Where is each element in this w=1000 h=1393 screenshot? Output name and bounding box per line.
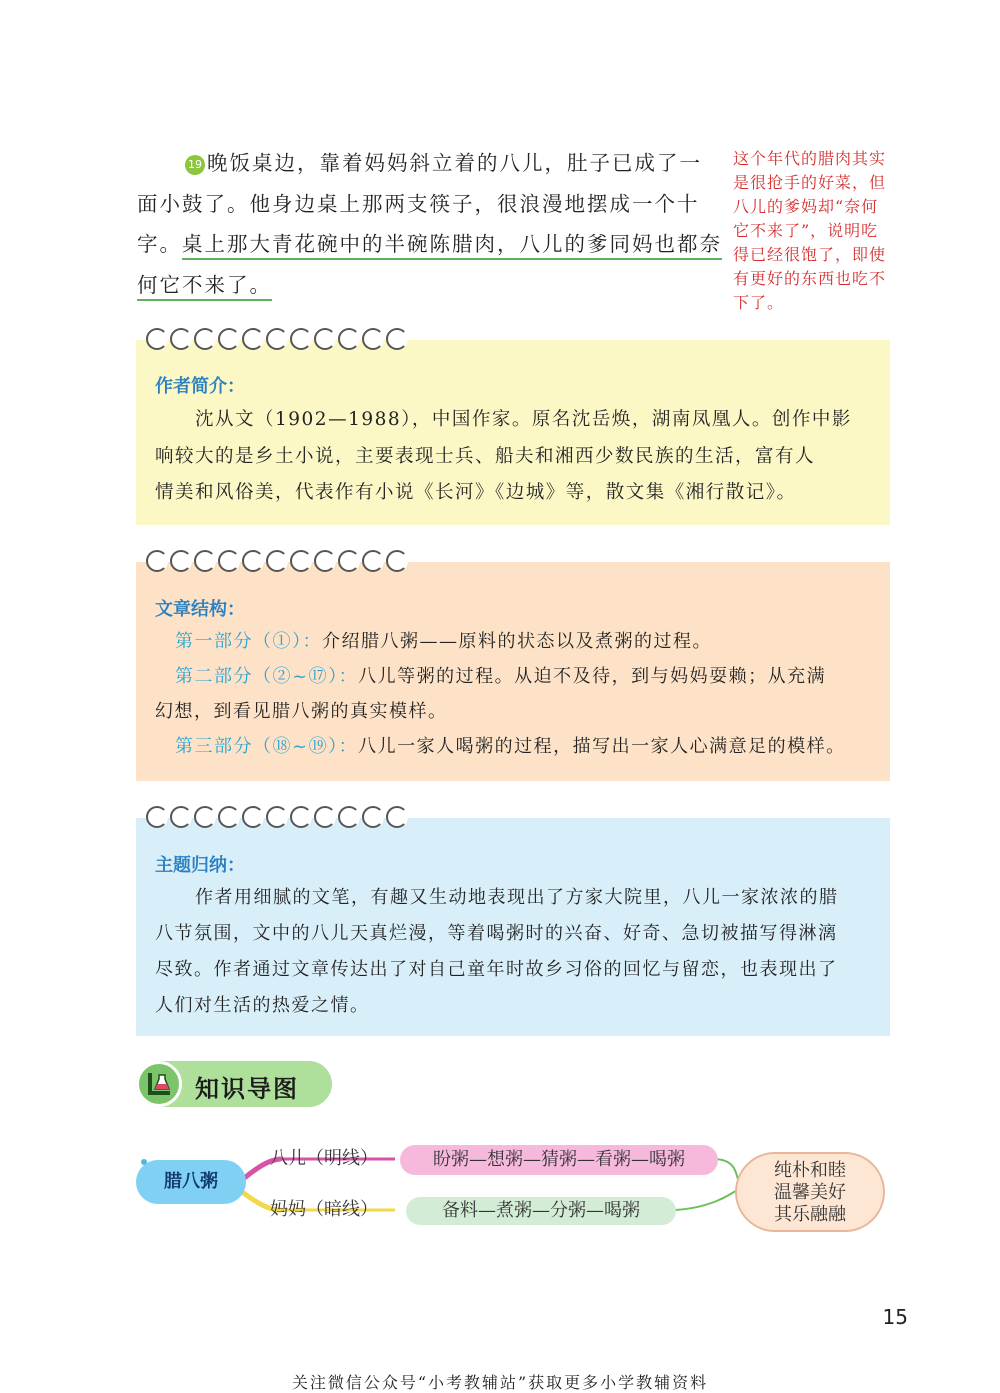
passage-line-2: 面小鼓了。他身边桌上那两支筷子，很浪漫地摆成一个十 [137, 191, 700, 216]
summary-line-1: 纯朴和睦 [774, 1160, 846, 1181]
binding-rings [146, 550, 410, 572]
footer-promo: 关注微信公众号“小考教辅站”获取更多小学教辅资料 [291, 1373, 709, 1392]
summary-line-2: 温馨美好 [774, 1182, 846, 1203]
passage-underlined-sentence: 桌上那大青花碗中的半碗陈腊肉，八儿的爹同妈也都奈 [182, 232, 722, 260]
structure-title: 文章结构： [155, 599, 245, 620]
theme-line-3: 尽致。作者通过文章传达出了对自己童年时故乡习俗的回忆与留恋，也表现出了 [155, 959, 838, 980]
flask-icon [136, 1061, 182, 1107]
part-3-text: 八儿一家人喝粥的过程，描写出一家人心满意足的模样。 [358, 736, 846, 757]
passage-line-1: 晚饭桌边，靠着妈妈斜立着的八儿，肚子已成了一 [207, 151, 702, 175]
structure-box [136, 562, 890, 781]
summary-line-3: 其乐融融 [774, 1204, 846, 1225]
part-1-label: 第一部分（①）： [175, 631, 322, 652]
theme-line-1: 作者用细腻的文笔，有趣又生动地表现出了方家大院里，八儿一家浓浓的腊 [195, 887, 839, 908]
part-2-text-cont: 幻想，到看见腊八粥的真实模样。 [155, 701, 448, 722]
branch-2-detail: 备料—煮粥—分粥—喝粥 [406, 1197, 676, 1225]
theme-line-4: 人们对生活的热爱之情。 [155, 995, 370, 1016]
author-line-3: 情美和风俗美，代表作有小说《长河》《边城》等，散文集《湘行散记》。 [155, 482, 797, 503]
theme-title: 主题归纳： [155, 855, 245, 876]
binding-rings [146, 328, 410, 350]
mind-map-root: 腊八粥 [136, 1160, 246, 1204]
author-intro-title: 作者简介： [155, 376, 245, 397]
mind-map-summary [735, 1152, 885, 1232]
author-line-2: 响较大的是乡土小说，主要表现士兵、船夫和湘西少数民族的生活，富有人 [155, 445, 816, 467]
side-annotation: 这个年代的腊肉其实是很抢手的好菜，但八儿的爹妈却“奈何它不来了”，说明吃得已经很饱了，即使有更好的东西也吃不下了。 [733, 149, 887, 312]
branch-1-label: 八儿（明线） [270, 1148, 378, 1169]
part-2-text: 八儿等粥的过程。从迫不及待，到与妈妈耍赖；从充满 [358, 666, 827, 687]
mind-map-title: 知识导图 [195, 1075, 299, 1103]
part-2-label: 第二部分（②~⑰）： [175, 666, 359, 687]
paragraph-number: 19 [185, 155, 205, 175]
page-number: 15 [882, 1305, 908, 1329]
part-1-text: 介绍腊八粥——原料的状态以及煮粥的过程。 [322, 631, 712, 652]
branch-2-label: 妈妈（暗线） [270, 1199, 378, 1220]
passage-paragraph [137, 143, 722, 305]
branch-1-detail: 盼粥—想粥—猜粥—看粥—喝粥 [400, 1145, 718, 1175]
theme-box [136, 818, 890, 1036]
author-intro-box [136, 340, 890, 525]
binding-rings [146, 806, 410, 828]
author-line-1: 沈从文（1902—1988），中国作家。原名沈岳焕，湖南凤凰人。创作中影 [195, 409, 852, 430]
passage-line-3-plain: 字。 [137, 232, 182, 256]
passage-underlined-end: 何它不来了。 [137, 273, 272, 301]
theme-line-2: 八节氛围，文中的八儿天真烂漫，等着喝粥时的兴奋、好奇、急切被描写得淋漓 [155, 923, 838, 944]
part-3-label: 第三部分（⑱~⑲）： [175, 736, 359, 757]
